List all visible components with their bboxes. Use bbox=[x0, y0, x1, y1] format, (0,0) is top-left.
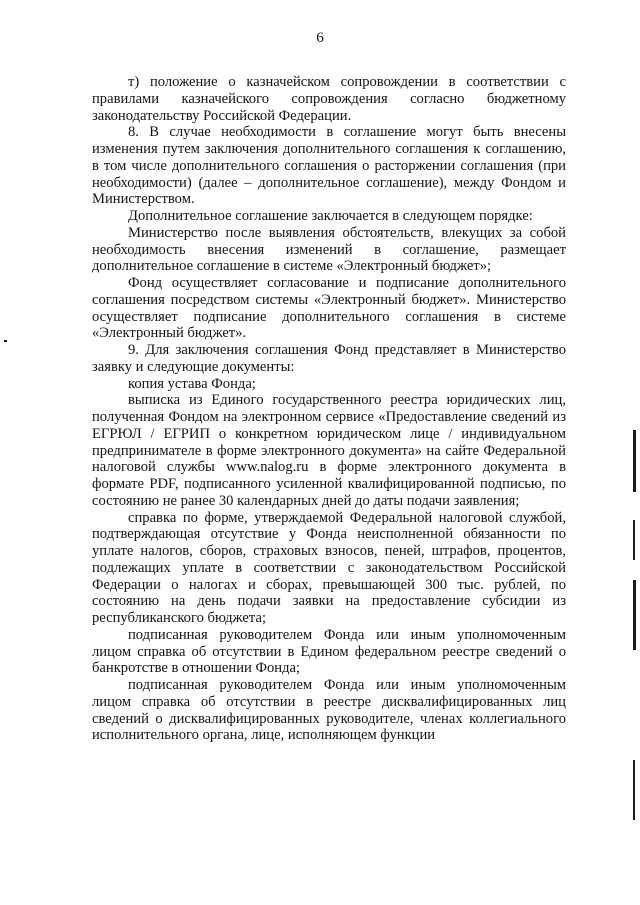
scan-edge-mark bbox=[633, 760, 635, 820]
paragraph-clause-9: 9. Для заключения соглашения Фонд представляет в Министерство заявку и следующие документы: bbox=[92, 342, 566, 375]
paragraph-ministry-step: Министерство после выявления обстоятельств, влекущих за собой необходимость внесения изменений в соглашение, размещает дополнительное соглашение в системе «Электронный бюджет»; bbox=[92, 224, 566, 275]
list-item-charter-copy: копия устава Фонда; bbox=[128, 375, 256, 392]
scan-edge-mark bbox=[4, 340, 7, 342]
scan-edge-mark bbox=[633, 520, 635, 560]
paragraph-fund-step: Фонд осуществляет согласование и подписание дополнительного соглашения посредством системы «Электронный бюджет». Министерство осуществляет подписание дополнительного соглашения в системе «Электронный бюджет». bbox=[92, 275, 566, 342]
document-body bbox=[92, 74, 566, 744]
scan-edge-mark bbox=[633, 580, 636, 650]
list-item-egrul-extract: выписка из Единого государственного реестра юридических лиц, полученная Фондом на электронном сервисе «Предоставление сведений из ЕГРЮЛ / ЕГРИП о конкретном юридическом лице / индивидуальном предпринимателе в форме электронного документа» на сайте Федеральной налоговой службы www.nalog.ru в форме электронного документа в формате PDF, подписанного усиленной квалифицированной подписью, по состоянию не ранее 30 календарных дней до даты подачи заявления; bbox=[92, 392, 566, 509]
paragraph-treasury-support: т) положение о казначейском сопровождении в соответствии с правилами казначейского сопровождения согласно бюджетному законодательству Российской Федерации. bbox=[92, 74, 566, 124]
list-item-disqualification-certificate: подписанная руководителем Фонда или иным уполномоченным лицом справка об отсутствии в реестре дисквалифицированных лиц сведений о дисквалифицированных руководителе, членах коллегиального исполнительного органа, лице, исполняющем функции bbox=[92, 677, 566, 744]
list-item-bankruptcy-certificate: подписанная руководителем Фонда или иным уполномоченным лицом справка об отсутствии в Едином федеральном реестре сведений о банкротстве в отношении Фонда; bbox=[92, 626, 566, 677]
page-number: 6 bbox=[316, 30, 324, 46]
paragraph-clause-8: 8. В случае необходимости в соглашение могут быть внесены изменения путем заключения дополнительного соглашения к соглашению, в том числе дополнительного соглашения о расторжении соглашения (при необходимости) (далее – дополнительное соглашение), между Фондом и Министерством. bbox=[92, 124, 566, 208]
scan-edge-mark bbox=[633, 430, 636, 492]
list-item-tax-certificate: справка по форме, утверждаемой Федеральной налоговой службой, подтверждающая отсутствие у Фонда неисполненной обязанности по уплате налогов, сборов, страховых взносов, пеней, штрафов, процентов, подлежащих уплате в соответствии с законодательством Российской Федерации о налогах и сборах, превышающей 300 тыс. рублей, по состоянию на день подачи заявки на предоставление субсидии из республиканского бюджета; bbox=[92, 509, 566, 626]
paragraph-procedure-intro: Дополнительное соглашение заключается в следующем порядке: bbox=[128, 208, 533, 224]
